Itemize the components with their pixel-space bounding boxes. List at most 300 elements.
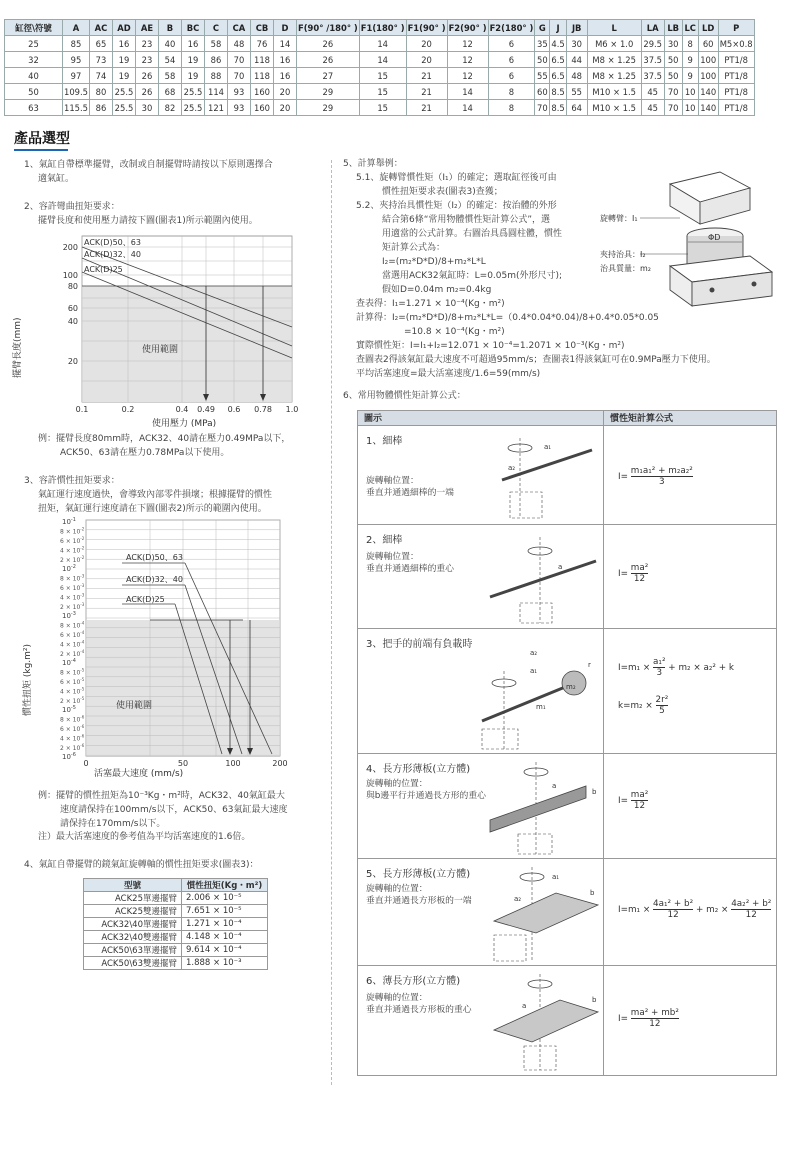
dim-cell: 30 (664, 36, 682, 52)
chart1-x-tick: 0.49 (197, 405, 215, 414)
svg-text:r: r (588, 661, 591, 669)
chart-2 (10, 516, 310, 784)
chart2-y-ticks (60, 517, 85, 761)
dim-cell: 86 (89, 100, 112, 116)
dim-cell: 9 (682, 68, 698, 84)
req-value-cell: 1.271 × 10⁻⁴ (182, 918, 268, 931)
hole-icon (752, 282, 757, 287)
formula-header-formula: 慣性矩計算公式 (604, 411, 777, 426)
chart1-y-tick: 40 (67, 317, 78, 326)
dim-cell: 23 (135, 52, 158, 68)
dim-row (5, 100, 755, 116)
dim-cell: 6.5 (550, 68, 566, 84)
dim-cell: 74 (89, 68, 112, 84)
chart2-legend-50-63: ACK(D)50、63 (126, 553, 183, 562)
chart2-y-minor-tick: $2 \times 10^{-2}$ (60, 555, 85, 564)
row4-formula (618, 790, 648, 811)
row1-desc-2: 垂直并通過細棒的一端 (366, 488, 454, 498)
row2-f-num: ma² (630, 563, 649, 573)
calc-line-10: 查表得：I₁=1.271 × 10⁻⁴(Kg・m²) (356, 299, 505, 309)
req-row (84, 918, 268, 931)
dim-cell: PT1/8 (718, 68, 754, 84)
row3-f-den: 3 (656, 668, 663, 678)
dim-cell: 118 (250, 52, 273, 68)
chart2-y-tick: $10^{-3}$ (62, 611, 76, 620)
dim-header-cell: G (535, 20, 550, 36)
dim-cell: 8 (488, 84, 535, 100)
row3-formula-2 (618, 695, 668, 716)
calc-line-2: 慣性扭矩要求表(圖表3)查獲； (382, 187, 503, 197)
chart2-y-tick: $10^{-4}$ (62, 658, 76, 667)
dim-cell: 12 (447, 36, 488, 52)
chart2-y-tick: $10^{-2}$ (62, 564, 76, 573)
dim-header-cell: L (587, 20, 641, 36)
dim-cell: PT1/8 (718, 52, 754, 68)
dim-cell: 14 (359, 36, 406, 52)
chart2-y-tick: $10^{-1}$ (62, 517, 76, 526)
dim-cell: 27 (296, 68, 359, 84)
dim-header-cell: CA (227, 20, 250, 36)
dim-cell: 29 (296, 100, 359, 116)
dim-cell: 6 (488, 52, 535, 68)
chart2-legend-32-40: ACK(D)32、40 (126, 575, 183, 584)
row2-formula (618, 563, 648, 584)
req-value-cell: 2.006 × 10⁻⁵ (182, 892, 268, 905)
row5-f-num: 4a₁² + b² (653, 899, 694, 909)
svg-text:b: b (590, 889, 595, 897)
req-model-cell: ACK32\40單邊擺臂 (84, 918, 182, 931)
dim-header-cell: J (550, 20, 566, 36)
svg-text:a₁: a₁ (530, 667, 538, 675)
chart2-region-label: 使用範圍 (116, 701, 153, 711)
example-1a: 例：擺臂長度80mm時，ACK32、40請在壓力0.49MPa以下， (38, 434, 291, 444)
svg-text:a: a (522, 1002, 527, 1010)
dim-cell: 40 (5, 68, 63, 84)
dimension-table-header (5, 20, 755, 36)
dim-header-cell: LD (698, 20, 718, 36)
row4-illustration (486, 760, 602, 856)
chart1-x-tick: 0.6 (227, 405, 241, 414)
req-row (84, 905, 268, 918)
dim-cell: 82 (158, 100, 181, 116)
chart2-y-minor-tick: $2 \times 10^{-6}$ (60, 743, 85, 752)
dim-cell: 73 (89, 52, 112, 68)
dim-cell: M10 × 1.5 (587, 100, 641, 116)
row2-desc-2: 垂直并通過細棒的重心 (366, 564, 454, 574)
svg-text:a₂: a₂ (514, 895, 522, 903)
dim-cell: 19 (181, 52, 204, 68)
dim-cell: 32 (5, 52, 63, 68)
dim-cell: 14 (273, 36, 296, 52)
row1-f-num: m₁a₁² + m₂a₂² (630, 466, 693, 476)
chart1-y-tick: 20 (67, 357, 78, 366)
chart1-legend-50-63: ACK(D)50、63 (84, 238, 141, 247)
row2-f-den: 12 (633, 574, 646, 584)
dim-cell: 30 (135, 100, 158, 116)
dim-row (5, 84, 755, 100)
dim-cell: 6 (488, 36, 535, 52)
req-model-cell: ACK50\63雙邊擺臂 (84, 957, 182, 970)
dim-header-cell: 缸徑\符號 (5, 20, 63, 36)
svg-text:a: a (552, 782, 557, 790)
dim-header-cell: LC (682, 20, 698, 36)
chart1-y-tick: 80 (67, 282, 78, 291)
req-row (84, 957, 268, 970)
dim-cell: 140 (698, 84, 718, 100)
dim-cell: 121 (204, 100, 227, 116)
row4-f-num: ma² (630, 790, 649, 800)
label-mass: 治具質量：m₂ (600, 264, 651, 273)
req-value-cell: 7.651 × 10⁻⁵ (182, 905, 268, 918)
para-5: 5、計算舉例： (343, 159, 403, 169)
dim-header-cell: LA (641, 20, 664, 36)
dim-cell: 16 (273, 52, 296, 68)
dim-cell: 9 (682, 52, 698, 68)
dim-header-cell: AE (135, 20, 158, 36)
chart2-y-tick: $10^{-6}$ (62, 752, 76, 761)
chart2-y-minor-tick: $6 \times 10^{-4}$ (60, 630, 85, 639)
calc-line-5: 用適當的公式計算。右圖治具爲圓柱體，慣性 (382, 229, 563, 239)
svg-text:a: a (558, 563, 563, 571)
dim-cell: M8 × 1.25 (587, 68, 641, 84)
formula-row-5 (358, 859, 777, 966)
chart2-y-minor-tick: $8 \times 10^{-2}$ (60, 526, 85, 536)
dim-row (5, 36, 755, 52)
dim-cell: 8 (682, 36, 698, 52)
section-underline (14, 149, 68, 151)
dim-cell: 10 (682, 84, 698, 100)
row1-illustration (500, 434, 602, 520)
dim-cell: 12 (447, 68, 488, 84)
chart2-legend-25: ACK(D)25 (126, 595, 165, 604)
dim-cell: 50 (5, 84, 63, 100)
svg-text:b: b (592, 996, 597, 1004)
chart2-y-minor-tick: $4 \times 10^{-6}$ (60, 733, 85, 743)
dim-cell: 8 (488, 100, 535, 116)
dim-cell: 88 (204, 68, 227, 84)
dim-cell: 93 (227, 84, 250, 100)
svg-text:a₁: a₁ (544, 443, 552, 451)
dim-cell: 65 (89, 36, 112, 52)
dim-cell: 58 (158, 68, 181, 84)
dim-header-cell: D (273, 20, 296, 36)
dim-row (5, 68, 755, 84)
svg-text:a₁: a₁ (552, 873, 560, 881)
dim-header-cell: B (158, 20, 181, 36)
row1-desc-1: 旋轉軸位置： (366, 476, 419, 486)
dim-cell: 50 (664, 52, 682, 68)
dim-cell: 76 (250, 36, 273, 52)
chart1-x-tick: 0.78 (254, 405, 272, 414)
chart2-y-tick: $10^{-5}$ (62, 705, 76, 714)
formula-row-4 (358, 754, 777, 859)
dim-cell: 15 (359, 100, 406, 116)
calc-line-13: 實際慣性矩：I=I₁+I₂=12.071 × 10⁻⁴=1.2071 × 10⁻³(Kg・m²) (356, 341, 625, 351)
example-2c: 請保持在170mm/s以下。 (60, 819, 166, 829)
label-arm: 旋轉臂：I₁ (600, 214, 638, 223)
chart1-y-tick: 60 (67, 304, 78, 313)
chart1-x-tick: 0.1 (75, 405, 89, 414)
req-model-cell: ACK32\40雙邊擺臂 (84, 931, 182, 944)
dim-cell: 60 (698, 36, 718, 52)
req-header-torque: 慣性扭矩(Kg・m²) (182, 879, 268, 892)
svg-text:a₂: a₂ (508, 464, 516, 472)
chart2-y-minor-tick: $8 \times 10^{-4}$ (60, 620, 85, 630)
chart2-x-label: 活塞最大速度 (mm/s) (94, 769, 184, 779)
chart2-x-tick: 200 (272, 759, 288, 768)
column-divider (331, 160, 332, 1085)
dim-cell: 114 (204, 84, 227, 100)
cylinder-illustration (600, 162, 780, 312)
row6-desc-2: 垂直并通過長方形板的重心 (366, 1005, 472, 1015)
dim-cell: 100 (698, 68, 718, 84)
dim-cell: 14 (447, 100, 488, 116)
example-1b: ACK50、63請在壓力0.78MPa以下使用。 (60, 448, 230, 458)
dim-cell: 35 (535, 36, 550, 52)
note-text: 注）最大活塞速度的參考值為平均活塞速度的1.6倍。 (38, 832, 251, 842)
chart2-y-minor-tick: $4 \times 10^{-5}$ (60, 686, 85, 696)
req-row (84, 931, 268, 944)
row2-illustration (486, 533, 602, 625)
row4-desc-1: 旋轉軸的位置： (366, 779, 428, 789)
dimension-table (4, 19, 755, 116)
example-2b: 速度請保持在100mm/s以下，ACK50、63氣缸最大速度 (60, 805, 288, 815)
row3-k-den: 5 (659, 706, 665, 716)
dim-cell: 4.5 (550, 36, 566, 52)
chart2-y-minor-tick: $6 \times 10^{-6}$ (60, 724, 85, 733)
row3-f-rest: + m₂ × a₂² + k (668, 663, 735, 673)
para-3a: 3、容許慣性扭矩要求： (24, 476, 120, 486)
dim-cell: 26 (296, 52, 359, 68)
chart1-y-label: 擺臂長度(mm) (13, 317, 23, 378)
chart1-legend-32-40: ACK(D)32、40 (84, 250, 141, 259)
row6-title: 6、薄長方形(立方體) (366, 976, 461, 987)
dim-cell: 30 (566, 36, 587, 52)
para-1b: 適氣缸。 (38, 174, 75, 184)
dim-cell: 86 (204, 52, 227, 68)
dim-header-cell: F(90° /180° ) (296, 20, 359, 36)
svg-text:b: b (592, 788, 597, 796)
chart2-y-minor-tick: $8 \times 10^{-5}$ (60, 667, 85, 677)
dim-header-cell: BC (181, 20, 204, 36)
dim-cell: 26 (135, 68, 158, 84)
section-title: 產品選型 (14, 131, 70, 147)
row3-illustration (470, 645, 602, 751)
dim-cell: 10 (682, 100, 698, 116)
row6-f-num: ma² + mb² (630, 1008, 679, 1018)
dim-cell: PT1/8 (718, 100, 754, 116)
calc-line-11: 計算得：I₂=(m₂*D*D)/8+m₂*L*L=（0.4*0.04*0.04)/8+0.4*0.05*0.05 (356, 313, 659, 323)
chart2-x-tick: 50 (177, 759, 189, 768)
dim-cell: 70 (664, 84, 682, 100)
row3-formula-1 (618, 657, 734, 678)
chart1-x-ticks (76, 405, 299, 414)
row5-f-den: 12 (667, 910, 679, 920)
inertia-formula-table (357, 410, 777, 1076)
para-1a: 1、氣缸自帶標準擺臂，改制或自制擺臂時請按以下原則選擇合 (24, 160, 273, 170)
dim-cell: 45 (641, 100, 664, 116)
row5-f-prefix: I=m₁ × (618, 905, 651, 915)
calc-line-9: 假如D=0.04m m₂=0.4kg (382, 285, 492, 295)
dim-cell: 50 (535, 52, 550, 68)
dim-cell: 25.5 (112, 84, 135, 100)
chart2-x-ticks (83, 759, 287, 768)
dim-cell: 37.5 (641, 52, 664, 68)
req-table-body (84, 892, 268, 970)
row1-formula (618, 466, 693, 487)
dim-cell: 55 (566, 84, 587, 100)
dim-cell: 97 (63, 68, 90, 84)
req-row (84, 892, 268, 905)
dim-header-cell: AC (89, 20, 112, 36)
dim-cell: 37.5 (641, 68, 664, 84)
dim-cell: 20 (406, 52, 447, 68)
label-jig: 夾持治具：I₂ (600, 250, 646, 259)
calc-line-14: 查圖表2得該氣缸最大速度不可超過95mm/s；查圖表1得該氣缸可在0.9MPa壓力下使用。 (356, 355, 716, 365)
row4-f-den: 12 (633, 801, 646, 811)
calc-line-12: =10.8 × 10⁻⁴(Kg・m²) (404, 327, 505, 337)
para-6: 6、常用物體慣性矩計算公式： (343, 391, 466, 401)
dim-cell: 16 (181, 36, 204, 52)
row5-title: 5、長方形薄板(立方體) (366, 869, 471, 880)
dim-cell: M10 × 1.5 (587, 84, 641, 100)
dim-cell: 8.5 (550, 100, 566, 116)
req-model-cell: ACK25雙邊擺臂 (84, 905, 182, 918)
formula-row-2 (358, 525, 777, 629)
dim-cell: 160 (250, 84, 273, 100)
row4-title: 4、長方形薄板(立方體) (366, 764, 471, 775)
row6-f-prefix: I= (618, 1014, 628, 1024)
dimension-table-body (5, 36, 755, 116)
dim-cell: 100 (698, 52, 718, 68)
calc-line-15: 平均活塞速度=最大活塞速度/1.6=59(mm/s) (356, 369, 541, 379)
chart2-y-minor-tick: $4 \times 10^{-2}$ (60, 545, 85, 555)
chart1-region-label: 使用範圍 (142, 345, 179, 355)
example-2a: 例：擺臂的慣性扭矩為10⁻³Kg・m²時，ACK32、40氣缸最大 (38, 791, 285, 801)
formula-row-6 (358, 966, 777, 1076)
chart2-y-minor-tick: $2 \times 10^{-5}$ (60, 696, 85, 705)
row2-desc-1: 旋轉軸位置： (366, 552, 419, 562)
chart2-x-tick: 0 (83, 759, 89, 768)
dim-cell: 25.5 (181, 100, 204, 116)
req-value-cell: 9.614 × 10⁻⁴ (182, 944, 268, 957)
formula-row-3 (358, 629, 777, 754)
chart2-y-minor-tick: $8 \times 10^{-6}$ (60, 714, 85, 724)
chart1-x-tick: 0.2 (121, 405, 135, 414)
chart1-usage-region (82, 286, 292, 402)
dim-cell: 25 (5, 36, 63, 52)
dim-cell: 55 (535, 68, 550, 84)
label-diameter: ΦD (708, 233, 721, 242)
dim-cell: 70 (664, 100, 682, 116)
svg-text:m₂: m₂ (566, 683, 576, 691)
dim-header-cell: F1(90° ) (406, 20, 447, 36)
row6-formula (618, 1008, 679, 1029)
dim-cell: 25.5 (112, 100, 135, 116)
row5-f-num2: 4a₂² + b² (731, 899, 772, 909)
dim-cell: 63 (5, 100, 63, 116)
chart2-y-minor-tick: $8 \times 10^{-3}$ (60, 573, 85, 583)
dim-cell: 21 (406, 68, 447, 84)
chart1-y-ticks (63, 243, 78, 366)
dim-header-cell: P (718, 20, 754, 36)
row5-f-den2: 12 (745, 910, 757, 920)
calc-line-3: 5.2、夾持治具慣性矩（I₂）的確定：按治體的外形 (356, 201, 557, 211)
para-3c: 扭矩，氣缸運行速度請在下圖(圖表2)所示的範圍內使用。 (38, 504, 267, 514)
para-2b: 擺臂長度和使用壓力請按下圖(圖表1)所示範圍內使用。 (38, 216, 258, 226)
calc-line-4: 結合第6條“常用物體慣性矩計算公式”，選 (382, 215, 551, 225)
dim-cell: 16 (273, 68, 296, 84)
chart1-x-label: 使用壓力 (MPa) (152, 419, 217, 428)
dim-cell: 26 (135, 84, 158, 100)
chart1-legend-25: ACK(D)25 (84, 265, 123, 274)
row2-title: 2、細棒 (366, 535, 403, 546)
dim-header-cell: AD (112, 20, 135, 36)
dim-cell: 14 (447, 84, 488, 100)
dim-cell: 20 (406, 36, 447, 52)
chart2-y-minor-tick: $2 \times 10^{-4}$ (60, 649, 85, 658)
dim-cell: 50 (664, 68, 682, 84)
dim-cell: M8 × 1.25 (587, 52, 641, 68)
dim-cell: 64 (566, 100, 587, 116)
dim-cell: 29 (296, 84, 359, 100)
dim-cell: PT1/8 (718, 84, 754, 100)
dim-cell: 20 (273, 100, 296, 116)
row1-f-den: 3 (658, 477, 665, 487)
svg-text:m₁: m₁ (536, 703, 546, 711)
dim-cell: 23 (135, 36, 158, 52)
dim-cell: 70 (535, 100, 550, 116)
dim-header-cell: C (204, 20, 227, 36)
dim-cell: 48 (566, 68, 587, 84)
row3-k-num: 2r² (655, 695, 669, 705)
row5-f-mid: + m₂ × (695, 905, 729, 915)
row3-k-prefix: k=m₂ × (618, 701, 653, 711)
req-model-cell: ACK50\63單邊擺臂 (84, 944, 182, 957)
formula-header-figure: 圖示 (358, 411, 604, 426)
chart2-y-minor-tick: $4 \times 10^{-3}$ (60, 592, 85, 602)
svg-text:a₂: a₂ (530, 649, 538, 657)
row5-desc-2: 垂直并通過長方形板的一端 (366, 896, 472, 906)
chart2-y-minor-tick: $4 \times 10^{-4}$ (60, 639, 85, 649)
chart2-y-label: 慣性扭矩 (kg.m²) (23, 643, 33, 716)
dim-cell: 15 (359, 68, 406, 84)
dim-cell: 85 (63, 36, 90, 52)
row5-formula (618, 899, 771, 920)
calc-line-7: I₂=(m₂*D*D)/8+m₂*L*L (382, 257, 486, 267)
dim-cell: 6 (488, 68, 535, 84)
chart2-y-minor-tick: $6 \times 10^{-5}$ (60, 677, 85, 686)
dim-cell: 21 (406, 100, 447, 116)
dim-cell: 19 (181, 68, 204, 84)
req-model-cell: ACK25單邊擺臂 (84, 892, 182, 905)
dim-cell: 118 (250, 68, 273, 84)
dim-cell: 8.5 (550, 84, 566, 100)
dim-cell: M5×0.8 (718, 36, 754, 52)
dim-cell: 48 (227, 36, 250, 52)
dim-cell: 26 (296, 36, 359, 52)
req-row (84, 944, 268, 957)
dim-cell: 95 (63, 52, 90, 68)
dim-header-cell: F2(180° ) (488, 20, 535, 36)
dim-cell: 54 (158, 52, 181, 68)
dim-cell: 19 (112, 68, 135, 84)
dim-header-cell: F2(90° ) (447, 20, 488, 36)
dim-header-cell: LB (664, 20, 682, 36)
dim-header-cell: A (63, 20, 90, 36)
row3-title: 3、把手的前端有負載時 (366, 639, 473, 650)
dim-cell: 140 (698, 100, 718, 116)
